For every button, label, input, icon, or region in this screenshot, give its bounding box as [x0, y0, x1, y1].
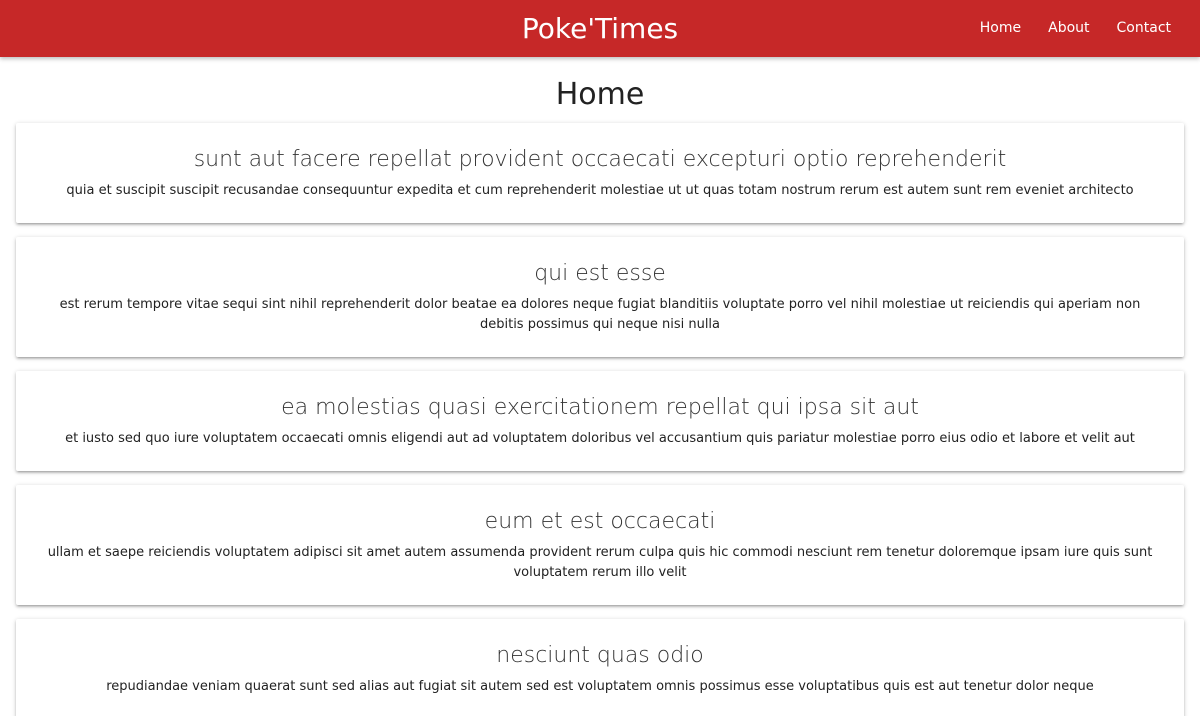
post-card[interactable]	[16, 619, 1184, 716]
nav-link-about[interactable]: About	[1048, 20, 1090, 36]
nav-link-contact[interactable]: Contact	[1116, 20, 1171, 36]
post-card[interactable]	[16, 371, 1184, 471]
post-title[interactable]: qui est esse	[534, 261, 666, 286]
post-card[interactable]	[16, 237, 1184, 357]
post-card[interactable]	[16, 123, 1184, 223]
post-body: est rerum tempore vitae sequi sint nihil reprehenderit dolor beatae ea dolores neque fugiat blanditiis voluptate porro vel nihil molestiae ut reiciendis qui aperiam non debitis possimus qui neque nisi nulla	[59, 297, 1141, 332]
post-title[interactable]: sunt aut facere repellat provident occaecati excepturi optio reprehenderit	[193, 147, 1007, 172]
post-body: quia et suscipit suscipit recusandae consequuntur expedita et cum reprehenderit molestiae ut ut quas totam nostrum rerum est autem sunt rem eveniet architecto	[66, 183, 1134, 198]
brand-logo-link[interactable]: Poke'Times	[521, 12, 679, 45]
nav-links	[966, 0, 1184, 57]
post-title[interactable]: ea molestias quasi exercitationem repellat qui ipsa sit aut	[281, 395, 919, 420]
page-title: Home	[555, 77, 645, 112]
post-title[interactable]: eum et est occaecati	[484, 509, 716, 534]
post-title[interactable]: nesciunt quas odio	[496, 643, 704, 668]
post-body: et iusto sed quo iure voluptatem occaecati omnis eligendi aut ad voluptatem doloribus vel accusantium quis pariatur molestiae porro eius odio et labore et velit aut	[65, 431, 1135, 446]
post-body: ullam et saepe reiciendis voluptatem adipisci sit amet autem assumenda provident rerum culpa quis hic commodi nesciunt rem tenetur doloremque ipsam iure quis sunt voluptatem rerum illo velit	[47, 545, 1153, 580]
top-navbar	[0, 0, 1200, 57]
nav-link-home[interactable]: Home	[979, 20, 1022, 36]
post-body: repudiandae veniam quaerat sunt sed alias aut fugiat sit autem sed est voluptatem omnis possimus esse voluptatibus quis est aut tenetur dolor neque	[106, 679, 1094, 694]
post-list	[0, 123, 1200, 716]
post-card[interactable]	[16, 485, 1184, 605]
